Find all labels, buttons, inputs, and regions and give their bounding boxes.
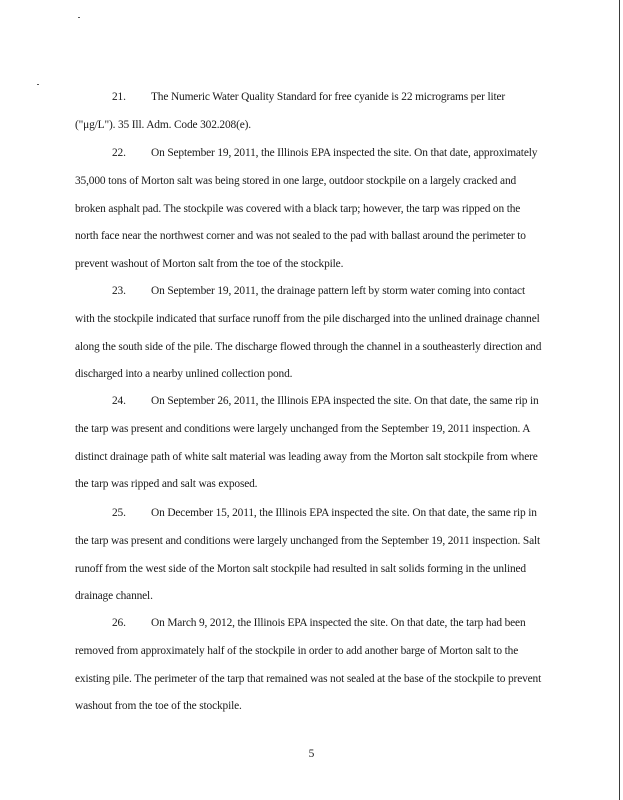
paragraph-21 <box>75 84 545 140</box>
paragraph-number: 25. <box>112 507 126 519</box>
paragraph-text: On September 19, 2011, the Illinois EPA inspected the site. On that date, approximately 35,000 tons of Morton salt was being stored in one large, outdoor stockpile on a largely cracked and broken asphalt pad. The stockpile was covered with a black tarp; however, the tarp was ripped on the north face near the northwest corner and was not sealed to the pad with ballast around the perimeter to prevent washout of Morton salt from the toe of the stockpile. <box>75 147 538 271</box>
paragraph-number: 23. <box>112 285 126 297</box>
paragraph-text: On September 19, 2011, the drainage pattern left by storm water coming into contact with the stockpile indicated that surface runoff from the pile discharged into the unlined drainage channel along the south side of the pile. The discharge flowed through the channel in a southeasterly direction and discharged into a nearby unlined collection pond. <box>75 285 542 381</box>
scan-edge-line <box>619 0 620 800</box>
paragraph-number: 26. <box>112 617 126 629</box>
paragraph-26 <box>75 610 545 721</box>
paragraph-text: The Numeric Water Quality Standard for free cyanide is 22 micrograms per liter ("μg/L"). 35 Ill. Adm. Code 302.208(e). <box>75 91 506 131</box>
paragraph-text: On September 26, 2011, the Illinois EPA inspected the site. On that date, the same rip in the tarp was present and conditions were largely unchanged from the September 19, 2011 inspection. A distinct drainage path of white salt material was leading away from the Morton salt stockpile from where the tarp was ripped and salt was exposed. <box>75 395 539 491</box>
paragraph-22 <box>75 140 545 279</box>
paragraph-text: On March 9, 2012, the Illinois EPA inspected the site. On that date, the tarp had been removed from approximately half of the stockpile in order to add another barge of Morton salt to the existing pile. The perimeter of the tarp that remained was not sealed at the base of the stockpile to prevent washout from the toe of the stockpile. <box>75 617 542 713</box>
paragraph-number: 24. <box>112 395 126 407</box>
scan-speck <box>37 84 39 85</box>
paragraph-25 <box>75 500 545 611</box>
paragraph-23 <box>75 278 545 389</box>
scan-speck <box>78 17 80 18</box>
paragraph-number: 22. <box>112 147 126 159</box>
paragraph-text: On December 15, 2011, the Illinois EPA inspected the site. On that date, the same rip in the tarp was present and conditions were largely unchanged from the September 19, 2011 inspection. Salt runoff from the west side of the Morton salt stockpile had resulted in salt solids forming in the unlined drainage channel. <box>75 507 541 603</box>
paragraph-24 <box>75 388 545 499</box>
paragraph-number: 21. <box>112 91 126 103</box>
page-number: 5 <box>308 748 315 760</box>
